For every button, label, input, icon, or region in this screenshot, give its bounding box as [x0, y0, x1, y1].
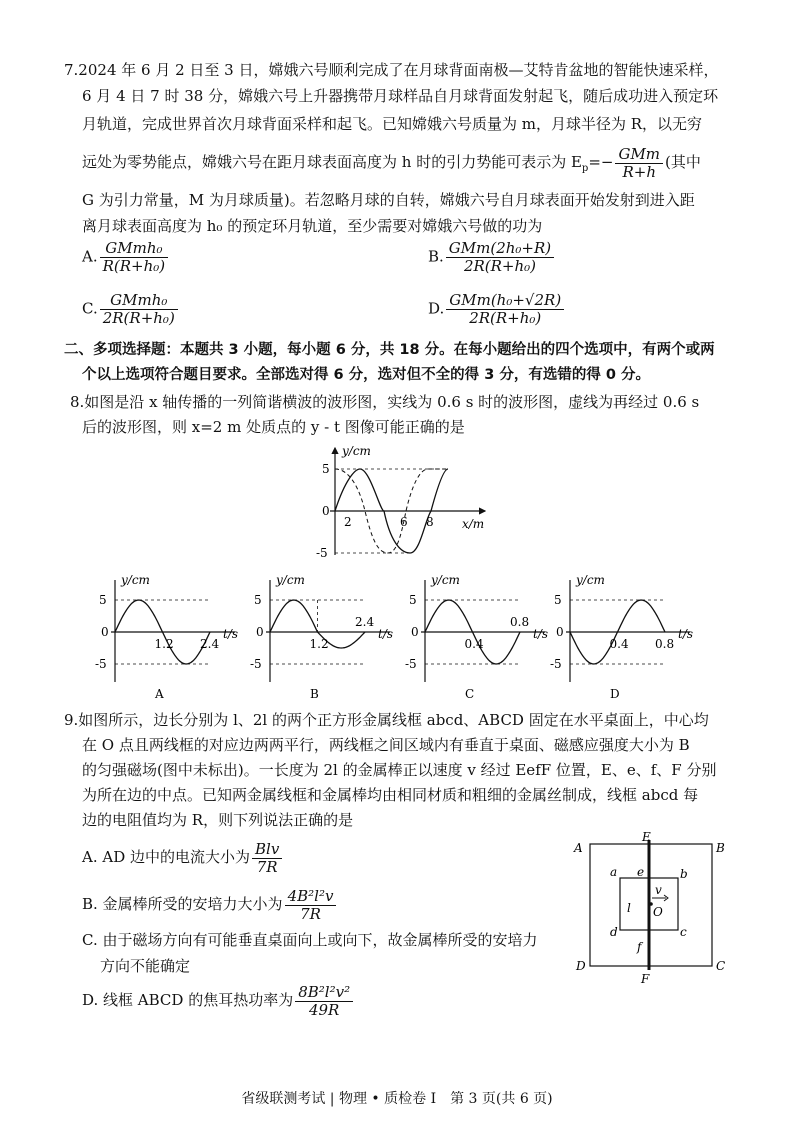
q8-line2: 后的波形图，则 x=2 m 处质点的 y - t 图像可能正确的是: [82, 418, 465, 436]
label-a: a: [610, 865, 618, 879]
label-l: l: [627, 901, 631, 915]
graph-label: D: [610, 687, 620, 700]
label-v: v: [655, 883, 662, 897]
q7-option-a[interactable]: A. $\frac{\text{GMmh₀}}{\text{R(R+h₀)}}$: [82, 240, 170, 275]
q7-option-d[interactable]: D. $\frac{\text{GMm(h₀+√2R)}}{\text{2R(R+h₀)}}$: [428, 292, 566, 327]
q7-line5: G 为引力常量，M 为月球质量)。若忽略月球的自转，嫦娥六号自月球表面开始发射到进入距: [82, 191, 695, 209]
wave-tick-neg5: -5: [316, 546, 328, 560]
graph-tlabel: t/s: [533, 627, 549, 641]
q9-option-c[interactable]: C. 由于磁场方向有可能垂直桌面向上或向下，故金属棒所受的安培力: [82, 931, 538, 949]
q9-option-b[interactable]: B. 金属棒所受的安培力大小为 $\frac{\text{4B²l²v}}{7R}$: [82, 882, 338, 926]
tick-t1: 1.2: [309, 637, 329, 651]
tick-t1: 0.4: [464, 637, 484, 651]
tick-5: 5: [554, 593, 562, 607]
tick-neg5: -5: [405, 657, 417, 671]
graph-tlabel: t/s: [378, 627, 394, 641]
q7-option-c[interactable]: C. $\frac{\text{GMmh₀}}{\text{2R(R+h₀)}}$: [82, 292, 180, 327]
wave-tick-0: 0: [322, 504, 330, 518]
label-O: O: [653, 905, 663, 919]
graph-label: A: [155, 687, 164, 700]
q9-option-a[interactable]: A. AD 边中的电流大小为 $\frac{\text{Blv}}{7R}$: [82, 835, 284, 879]
wave-tick-x2: 2: [344, 515, 352, 529]
label-B: B: [716, 841, 725, 855]
q9-option-c-cont: 方向不能确定: [100, 957, 191, 975]
tick-t2: 2.4: [355, 615, 375, 629]
tick-t2: 0.8: [655, 637, 675, 651]
graph-ylabel: y/cm: [276, 573, 305, 587]
graph-tlabel: t/s: [678, 627, 694, 641]
tick-t2: 0.8: [510, 615, 530, 629]
label-c: c: [680, 925, 687, 939]
tick-5: 5: [99, 593, 107, 607]
tick-t1: 1.2: [154, 637, 174, 651]
wave-xlabel: x/m: [462, 517, 485, 531]
graph-ylabel: y/cm: [576, 573, 605, 587]
q7-line1: 7.2024 年 6 月 2 日至 3 日，嫦娥六号顺利完成了在月球背面南极—艾特肯盆地的智能快速采样，: [64, 61, 719, 79]
label-E: E: [642, 830, 651, 844]
tick-t2: 2.4: [200, 637, 220, 651]
q9-line4: 为所在边的中点。已知两金属线框和金属棒均由相同材质和粗细的金属丝制成，线框 abcd 每: [82, 786, 699, 804]
q7-line3: 月轨道，完成世界首次月球背面采样和起飞。已知嫦娥六号质量为 m，月球半径为 R，以无穷: [82, 115, 703, 133]
graph-label: B: [310, 687, 319, 700]
graph-ylabel: y/cm: [121, 573, 150, 587]
q7-line4: 远处为零势能点，嫦娥六号在距月球表面高度为 h 时的引力势能可表示为 $E_p=-$ $\frac{\text{GMm}}{R+h}$ (其中: [82, 144, 701, 181]
tick-neg5: -5: [550, 657, 562, 671]
q7-option-b[interactable]: B. $\frac{\text{GMm(2h₀+R)}}{\text{2R(R+h₀)}}$: [428, 240, 556, 275]
graph-ylabel: y/cm: [431, 573, 460, 587]
label-f: f: [637, 940, 642, 954]
tick-neg5: -5: [95, 657, 107, 671]
graph-tlabel: t/s: [223, 627, 239, 641]
label-b: b: [680, 867, 688, 881]
q7-line2: 6 月 4 日 7 时 38 分，嫦娥六号上升器携带月球样品自月球背面发射起飞，随后成功进入预定环: [82, 87, 719, 105]
q9-line3: 的匀强磁场(图中未标出)。一长度为 2l 的金属棒正以速度 v 经过 EefF 位置，E、e、f、F 分别: [82, 761, 717, 779]
label-C: C: [716, 959, 726, 973]
tick-0: 0: [256, 625, 264, 639]
q9-line2: 在 O 点且两线框的对应边两两平行，两线框之间区域内有垂直于桌面、磁感应强度大小为 B: [82, 736, 690, 754]
section2-line2: 个以上选项符合题目要求。全部选对得 6 分，选对但不全的得 3 分，有选错的得 0 分。: [82, 367, 651, 383]
graph-label: C: [465, 687, 475, 700]
q9-line5: 边的电阻值均为 R，则下列说法正确的是: [82, 811, 354, 829]
frame-figure: [570, 830, 740, 985]
section2-line1: 二、多项选择题：本题共 3 小题，每小题 6 分，共 18 分。在每小题给出的四个选项中，有两个或两: [64, 342, 715, 358]
label-F: F: [641, 972, 650, 985]
graph-option-c[interactable]: [405, 570, 555, 700]
tick-0: 0: [101, 625, 109, 639]
q8-line1: 8.如图是沿 x 轴传播的一列简谐横波的波形图，实线为 0.6 s 时的波形图，虚线为再经过 0.6 s: [70, 393, 700, 411]
graph-option-b[interactable]: [250, 570, 400, 700]
tick-0: 0: [556, 625, 564, 639]
label-d: d: [610, 925, 618, 939]
tick-neg5: -5: [250, 657, 262, 671]
tick-5: 5: [254, 593, 262, 607]
graph-option-a[interactable]: [95, 570, 245, 700]
graph-option-d[interactable]: [550, 570, 700, 700]
wave-tick-x6: 6: [400, 515, 408, 529]
tick-0: 0: [411, 625, 419, 639]
label-e: e: [637, 865, 645, 879]
label-A: A: [574, 841, 583, 855]
wave-tick-5: 5: [322, 462, 330, 476]
wave-ylabel: y/cm: [342, 444, 371, 458]
wave-tick-x8: 8: [426, 515, 434, 529]
q9-option-d[interactable]: D. 线框 ABCD 的焦耳热功率为 $\frac{\text{8B²l²v²}}{49R}$: [82, 978, 355, 1022]
wave-figure: [300, 440, 500, 570]
tick-5: 5: [409, 593, 417, 607]
label-D: D: [576, 959, 586, 973]
tick-t1: 0.4: [609, 637, 629, 651]
q9-line1: 9.如图所示，边长分别为 l、2l 的两个正方形金属线框 abcd、ABCD 固定在水平桌面上，中心均: [64, 711, 709, 729]
page-footer: 省级联测考试 | 物理 • 质检卷 Ⅰ 第 3 页(共 6 页): [241, 1091, 553, 1107]
q7-line6: 离月球表面高度为 h₀ 的预定环月轨道，至少需要对嫦娥六号做的功为: [82, 217, 543, 235]
